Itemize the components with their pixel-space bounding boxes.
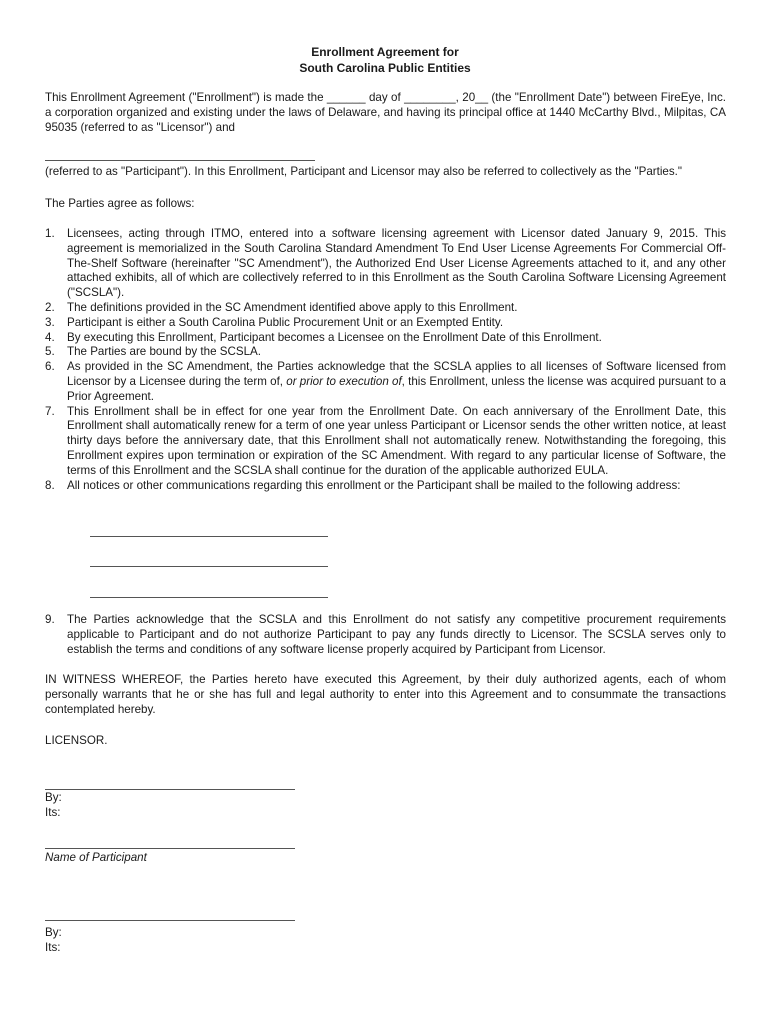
list-item <box>45 331 726 346</box>
item-text: The Parties are bound by the SCSLA. <box>67 345 261 359</box>
title-line-2: South Carolina Public Entities <box>299 61 471 75</box>
item-number: 5. <box>45 345 55 359</box>
terms-list <box>45 227 726 493</box>
witness-paragraph: IN WITNESS WHEREOF, the Parties hereto have executed this Agreement, by their duly authorized agents, each of whom personally warrants that he or she has full and legal authority to enter into this Agreement and to consummate the transactions contemplated hereby. <box>45 673 726 716</box>
item-text: The Parties acknowledge that the SCSLA and this Enrollment do not satisfy any competitive procurement requirements applicable to Participant and do not authorize Participant to pay any funds directly to Licensor. The SCSLA serves only to establish the terms and conditions of any software license properly acquired by Participant from Licensor. <box>67 613 726 656</box>
participant-name-line <box>45 848 726 849</box>
licensor-heading: LICENSOR. <box>45 734 108 747</box>
list-item <box>45 316 726 331</box>
item-number: 7. <box>45 404 55 418</box>
item-text: By executing this Enrollment, Participant becomes a Licensee on the Enrollment Date of this Enrollment. <box>67 330 602 344</box>
participant-signature-line <box>45 920 726 921</box>
address-line-3 <box>45 597 726 598</box>
item-text: This Enrollment shall be in effect for one year from the Enrollment Date. On each anniversary of the Enrollment Date, this Enrollment shall automatically renew for a term of one year unless Participant or Licensor sends the other written notice, at least thirty days before the anniversary date, that this Enrollment shall not automatically renew. Notwithstanding the foregoing, this Enrollment expires upon termination or expiration of the SC Amendment. With regard to any particular license of Software, the terms of this Enrollment and the SCSLA shall continue for the duration of the applicable authorized EULA. <box>67 404 726 477</box>
item-number: 8. <box>45 478 55 492</box>
list-item <box>45 479 726 494</box>
licensor-signature-block <box>45 791 726 821</box>
participant-name-text: Name of Participant <box>45 851 147 864</box>
item-text-b: , this Enrollment, unless the license was acquired pursuant to a Prior Agreement. <box>67 374 726 403</box>
item-text: Participant is either a South Carolina Public Procurement Unit or an Exempted Entity. <box>67 315 504 329</box>
list-item <box>45 613 726 657</box>
item-text: All notices or other communications regarding this enrollment or the Participant shall be mailed to the following address: <box>67 478 681 492</box>
item-number: 1. <box>45 227 55 240</box>
licensor-signature-line <box>45 789 726 790</box>
item-text: The definitions provided in the SC Amendment identified above apply to this Enrollment. <box>67 300 518 314</box>
participant-signature-block <box>45 926 726 956</box>
participant-reference: (referred to as "Participant"). In this Enrollment, Participant and Licensor may also be referred to collectively as the "Parties." <box>45 165 683 178</box>
item-number: 3. <box>45 315 55 329</box>
terms-list-continued <box>45 613 726 657</box>
item-text-emphasis: or prior to execution of <box>286 374 402 388</box>
item-text-a: As provided in the SC Amendment, the Parties acknowledge that the SCSLA applies to all licenses of Software licensed from Licensor by a Licensee during the term of, <box>67 360 726 388</box>
list-item <box>45 227 726 301</box>
participant-blank-line <box>45 160 726 161</box>
intro-paragraph: This Enrollment Agreement ("Enrollment") is made the ______ day of ________, 20__ (the "Enrollment Date") between FireEye, Inc. a corporation organized and existing under the laws of Delaware, and having its principal office at 1440 McCarthy Blvd., Milpitas, CA 95035 (referred to as "Licensor") and <box>45 91 726 134</box>
agree-heading: The Parties agree as follows: <box>45 197 195 210</box>
by-label: By: <box>45 926 62 939</box>
title-line-1: Enrollment Agreement for <box>311 45 459 59</box>
list-item <box>45 360 726 404</box>
its-label: Its: <box>45 940 61 954</box>
item-number: 6. <box>45 360 55 374</box>
address-line-2 <box>45 566 726 567</box>
document-title <box>0 44 770 76</box>
address-line-1 <box>45 536 726 537</box>
list-item <box>45 345 726 360</box>
by-label: By: <box>45 791 62 804</box>
item-text: Licensees, acting through ITMO, entered into a software licensing agreement with Licensor dated January 9, 2015. This agreement is memorialized in the South Carolina Standard Amendment To End User License Agreements For Commercial Off-The-Shelf Software (hereinafter "SC Amendment"), the Authorized End User License Agreements attached to it, and any other attached exhibits, all of which are collectively referred to in this Enrollment as the South Carolina Software Licensing Agreement ("SCSLA"). <box>67 227 726 300</box>
item-number: 4. <box>45 330 55 344</box>
list-item <box>45 405 726 479</box>
item-number: 2. <box>45 300 55 314</box>
item-number: 9. <box>45 613 55 626</box>
list-item <box>45 301 726 316</box>
its-label: Its: <box>45 805 61 819</box>
participant-name-label <box>45 851 726 866</box>
